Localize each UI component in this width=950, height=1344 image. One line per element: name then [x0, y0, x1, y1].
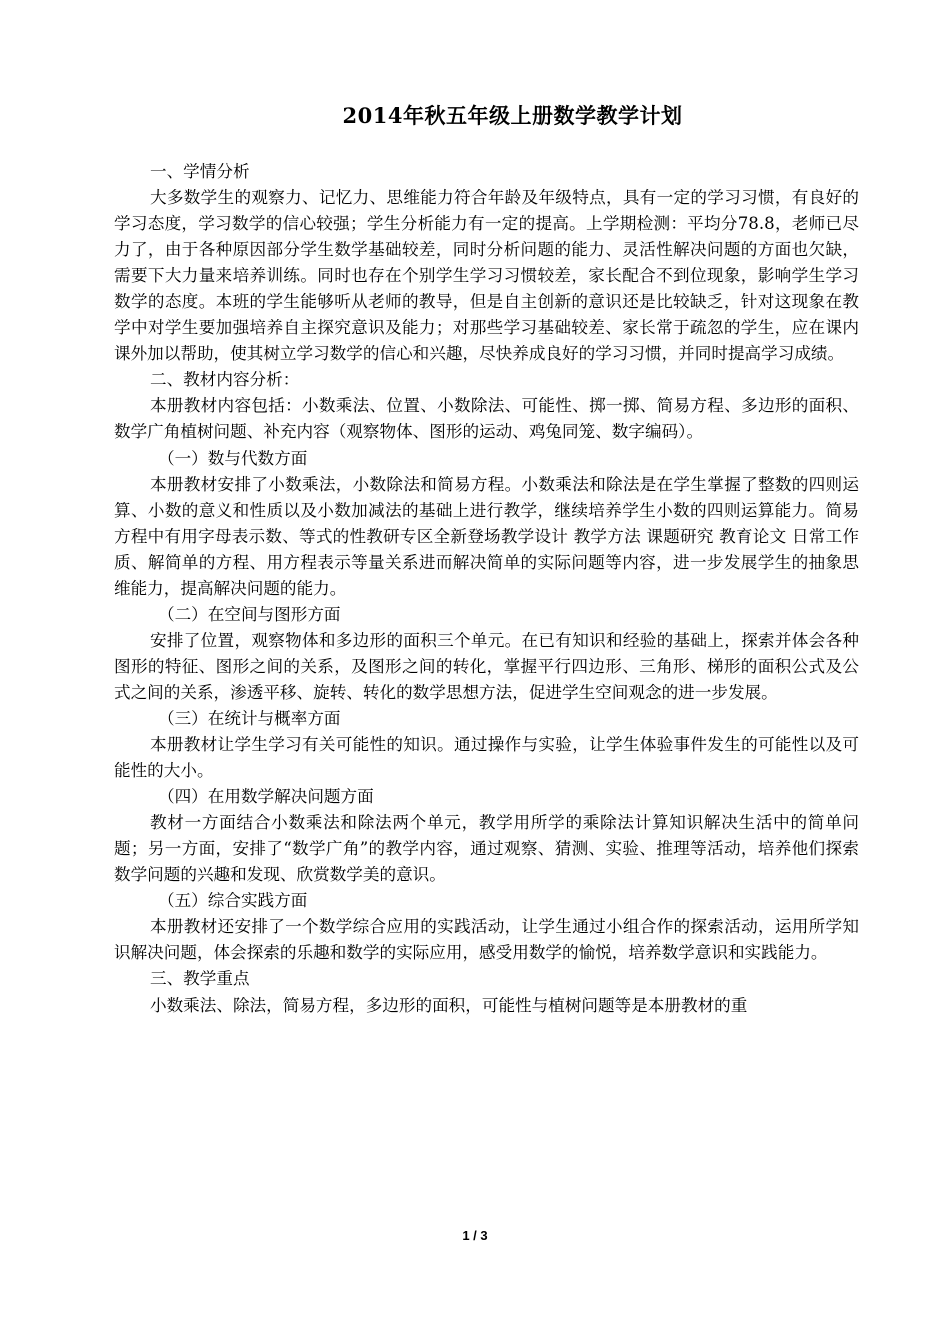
page-number: 1 / 3 [462, 1228, 488, 1243]
paragraph-space-geometry: 安排了位置，观察物体和多边形的面积三个单元。在已有知识和经验的基础上，探索并体会各种图形的特征、图形之间的关系，及图形之间的转化，掌握平行四边形、三角形、梯形的面积公式及公式之间的关系，渗透平移、旋转、转化的数学思想方法，促进学生空间观念的进一步发展。 [114, 630, 859, 702]
paragraph-learning-analysis: 大多数学生的观察力、记忆力、思维能力符合年龄及年级特点，具有一定的学习习惯，有良好的学习态度，学习数学的信心较强；学生分析能力有一定的提高。上学期检测：平均分78.8，老师已尽力了，由于各种原因部分学生数学基础较差，同时分析问题的能力、灵活性解决问题的方面也欠缺，需要下大力量来培养训练。同时也存在个别学生学习习惯较差，家长配合不到位现象，影响学生学习数学的态度。本班的学生能够听从老师的教导，但是自主创新的意识还是比较缺乏，针对这现象在教学中对学生要加强培养自主探究意识及能力；对那些学习基础较差、家长常于疏忽的学生，应在课内课外加以帮助，使其树立学习数学的信心和兴趣，尽快养成良好的学习习惯，并同时提高学习成绩。 [114, 188, 859, 364]
document-title: 2014年秋五年级上册数学教学计划 [342, 103, 683, 128]
subheading-problem-solving: （四）在用数学解决问题方面 [158, 787, 374, 807]
document-body [114, 159, 859, 1019]
subheading-practice: （五）综合实践方面 [158, 891, 308, 911]
paragraph-numbers-algebra: 本册教材安排了小数乘法，小数除法和简易方程。小数乘法和除法是在学生掌握了整数的四则运算、小数的意义和性质以及小数加减法的基础上进行教学，继续培养学生小数的四则运算能力。简易方程中有用字母表示数、等式的性教研专区全新登场教学设计 教学方法 课题研究 教育论文 日常工作 质、解简单的方程、用方程表示等量关系进而解决简单的实际问题等内容，进一步发展学生的抽象思维能力，提高解决问题的能力。 [114, 474, 859, 598]
subheading-space-geometry: （二）在空间与图形方面 [158, 604, 341, 624]
paragraph-teaching-focus: 小数乘法、除法，简易方程，多边形的面积，可能性与植树问题等是本册教材的重 [150, 995, 748, 1015]
paragraph-statistics-probability: 本册教材让学生学习有关可能性的知识。通过操作与实验，让学生体验事件发生的可能性以及可能性的大小。 [114, 735, 859, 781]
paragraph-textbook-contents: 本册教材内容包括：小数乘法、位置、小数除法、可能性、掷一掷、简易方程、多边形的面积、数学广角植树问题、补充内容（观察物体、图形的运动、鸡兔同笼、数字编码）。 [114, 396, 859, 442]
paragraph-practice: 本册教材还安排了一个数学综合应用的实践活动，让学生通过小组合作的探索活动，运用所学知识解决问题，体会探索的乐趣和数学的实际应用，感受用数学的愉悦，培养数学意识和实践能力。 [114, 917, 859, 963]
section-heading-textbook-analysis: 二、教材内容分析： [150, 370, 300, 390]
section-heading-teaching-focus: 三、教学重点 [150, 969, 250, 989]
section-heading-learning-analysis: 一、学情分析 [150, 162, 250, 181]
subheading-numbers-algebra: （一）数与代数方面 [158, 448, 308, 468]
subheading-statistics-probability: （三）在统计与概率方面 [158, 708, 341, 728]
paragraph-problem-solving: 教材一方面结合小数乘法和除法两个单元，教学用所学的乘除法计算知识解决生活中的简单问题；另一方面，安排了“数学广角”的教学内容，通过观察、猜测、实验、推理等活动，培养他们探索数学问题的兴趣和发现、欣赏数学美的意识。 [114, 813, 859, 885]
